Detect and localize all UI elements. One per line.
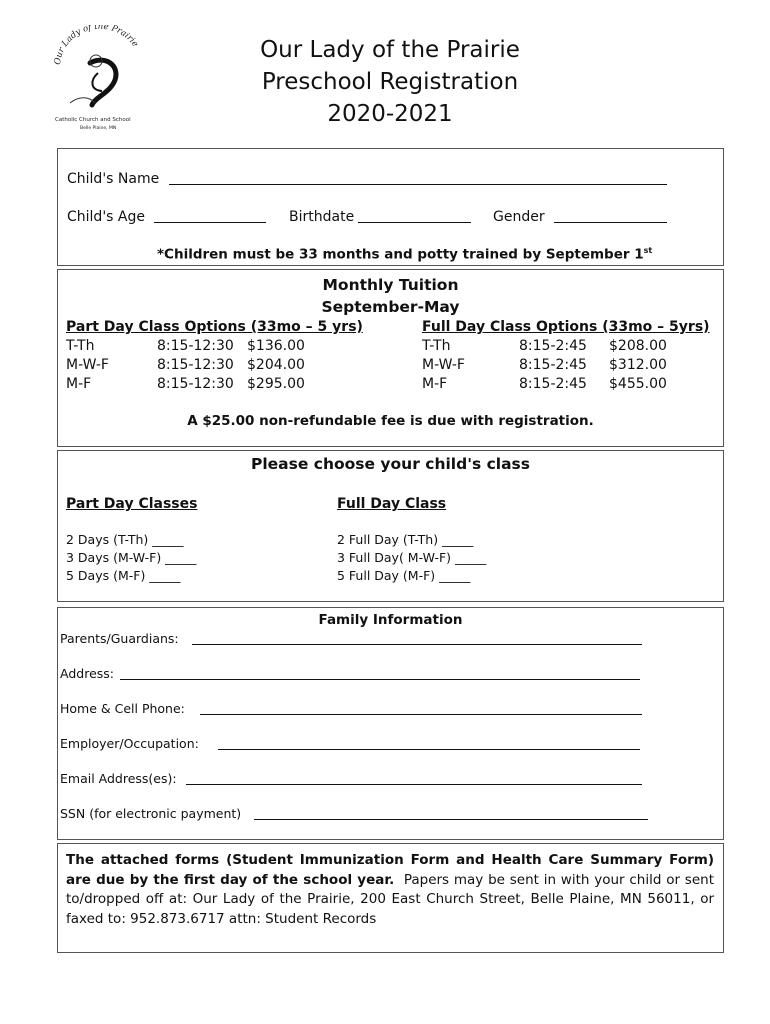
note-superscript: st	[643, 246, 653, 255]
forms-note-text	[66, 851, 714, 929]
phone-label: Home & Cell Phone:	[60, 701, 185, 716]
employer-occupation-label: Employer/Occupation:	[60, 736, 199, 751]
logo-line2: Belle Plaine, MN	[80, 126, 117, 131]
gender-label: Gender	[493, 209, 545, 225]
part-day-option[interactable]: 3 Days (M-W-F) _____	[66, 550, 197, 565]
full-day-option[interactable]: 3 Full Day( M-W-F) _____	[337, 550, 487, 565]
ssn-field[interactable]	[254, 806, 648, 820]
choose-class-title: Please choose your child's class	[251, 455, 530, 473]
forms-note-bold: The attached forms (Student Immunization Form and Health Care Summary Form) are due by the first day of the school year.	[66, 852, 714, 888]
header-line1: Our Lady of the Prairie	[260, 37, 520, 63]
childs-name-field[interactable]	[169, 171, 667, 185]
email-label: Email Address(es):	[60, 771, 177, 786]
birthdate-label: Birthdate	[289, 209, 355, 225]
part-day-options-heading: Part Day Class Options (33mo – 5 yrs)	[66, 319, 363, 335]
employer-occupation-field[interactable]	[218, 736, 640, 750]
logo-arc-text: Our Lady of the Prairie	[52, 25, 141, 66]
part-day-option[interactable]: 2 Days (T-Th) _____	[66, 532, 184, 547]
part-day-option[interactable]: 5 Days (M-F) _____	[66, 568, 181, 583]
address-field[interactable]	[120, 666, 640, 680]
childs-age-label: Child's Age	[67, 209, 145, 225]
logo-graphic	[50, 25, 150, 135]
parents-guardians-label: Parents/Guardians:	[60, 631, 179, 646]
phone-field[interactable]	[200, 701, 642, 715]
parents-guardians-field[interactable]	[192, 631, 642, 645]
ssn-label: SSN (for electronic payment)	[60, 806, 242, 821]
tuition-subtitle: September-May	[321, 298, 460, 316]
family-info-title: Family Information	[318, 612, 463, 628]
childs-age-field[interactable]	[154, 209, 266, 223]
forms-note-plain: Papers may be sent in with your child or sent to/dropped off at: Our Lady of the Prairie, 200 East Church Street, Belle Plaine, MN 56011, or faxed to: 952.873.6717 attn: Student Records	[66, 871, 714, 927]
childs-name-label: Child's Name	[67, 171, 160, 187]
gender-field[interactable]	[554, 209, 667, 223]
full-day-option[interactable]: 5 Full Day (M-F) _____	[337, 568, 471, 583]
age-requirement-note: *Children must be 33 months and potty trained by September 1st	[157, 246, 653, 263]
email-field[interactable]	[186, 771, 642, 785]
header-line2: Preschool Registration	[261, 69, 519, 95]
full-day-option[interactable]: 2 Full Day (T-Th) _____	[337, 532, 474, 547]
full-day-class-heading: Full Day Class	[337, 496, 447, 512]
logo-line1: Catholic Church and School	[55, 117, 131, 123]
address-label: Address:	[60, 666, 114, 681]
full-day-options-heading: Full Day Class Options (33mo – 5yrs)	[422, 319, 710, 335]
part-day-classes-heading: Part Day Classes	[66, 496, 198, 512]
birthdate-field[interactable]	[358, 209, 471, 223]
registration-fee-note: A $25.00 non-refundable fee is due with registration.	[187, 413, 594, 429]
school-logo	[50, 25, 150, 135]
header-line3: 2020-2021	[327, 101, 453, 127]
tuition-title: Monthly Tuition	[322, 276, 459, 294]
